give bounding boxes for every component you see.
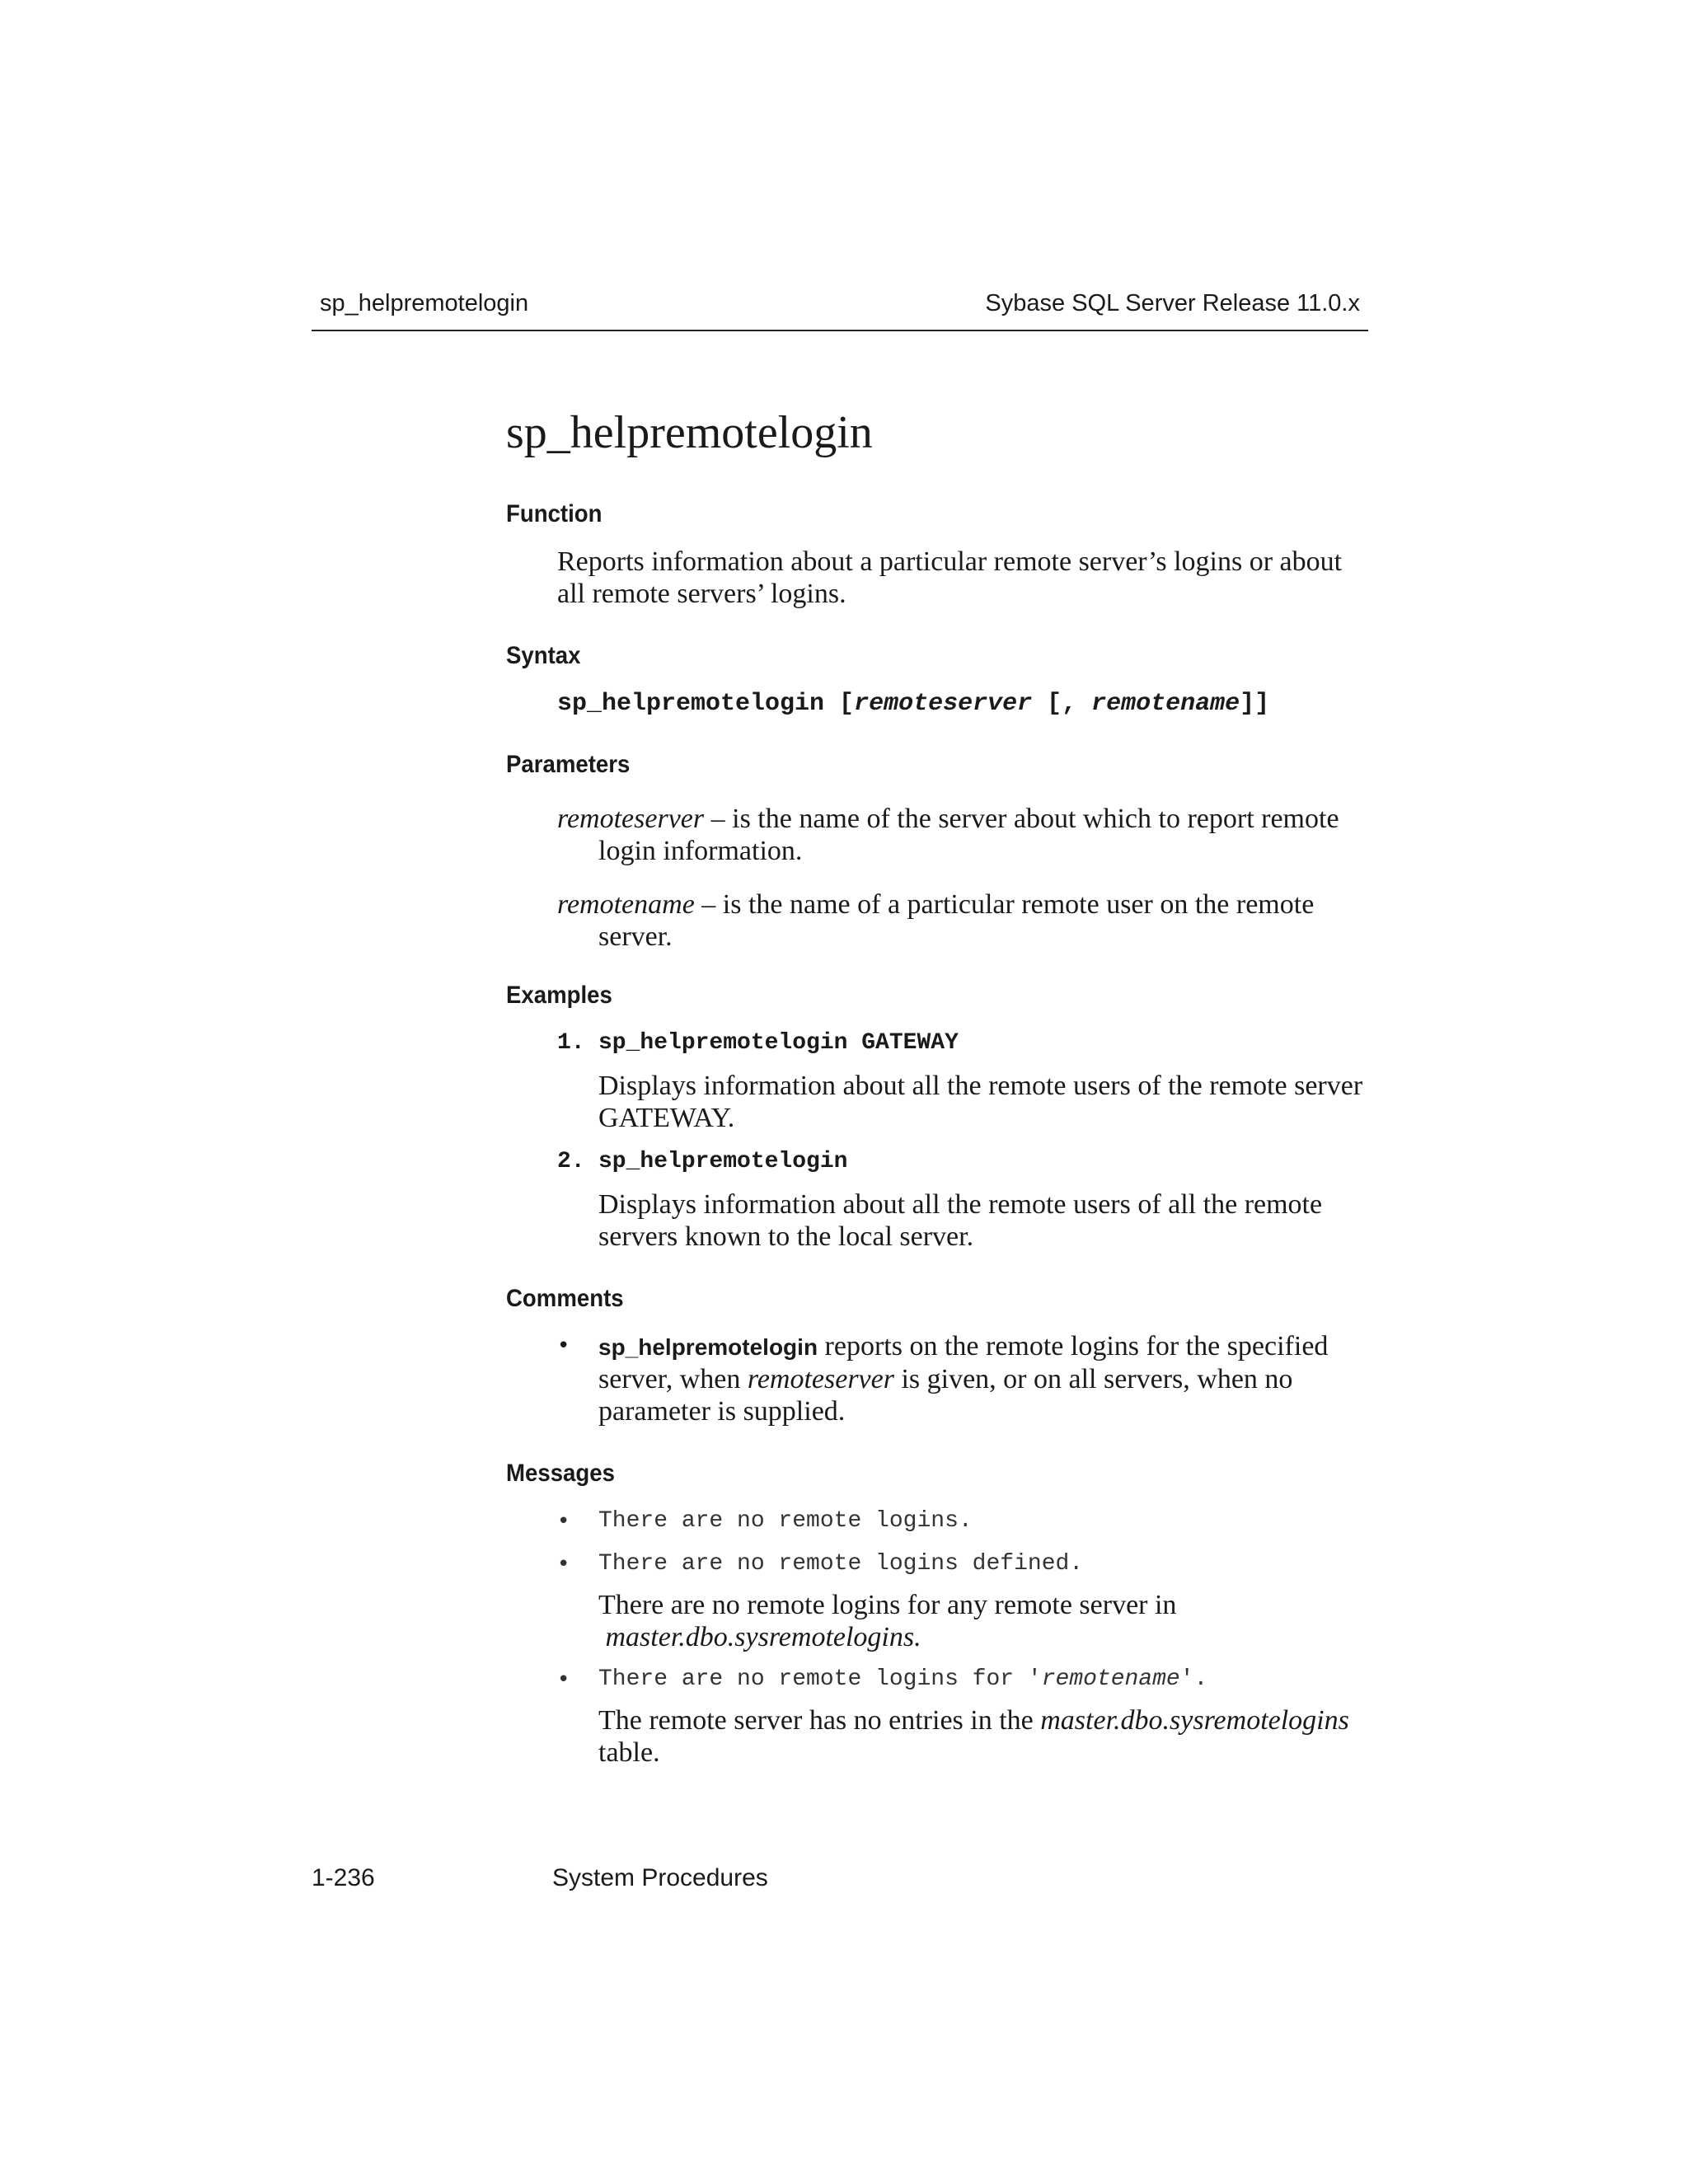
syntax-arg-remoteserver: remoteserver bbox=[854, 690, 1033, 718]
bullet-icon: • bbox=[557, 1552, 570, 1577]
header-procedure-name: sp_helpremotelogin bbox=[320, 290, 529, 316]
parameter-desc: – is the name of the server about which to report remote login information. bbox=[598, 804, 1339, 866]
syntax-line bbox=[557, 687, 1372, 720]
comment-arg: remoteserver bbox=[747, 1364, 894, 1394]
bullet-icon: • bbox=[557, 1509, 570, 1534]
comment-procedure: sp_helpremotelogin bbox=[598, 1334, 818, 1360]
example-item bbox=[557, 1027, 1372, 1134]
examples-heading: Examples bbox=[506, 982, 612, 1009]
message-text: There are no remote logins for ' bbox=[598, 1666, 1042, 1692]
example-code: sp_helpremotelogin bbox=[598, 1149, 848, 1174]
example-desc: Displays information about all the remote users of all the remote servers known to the local server. bbox=[598, 1189, 1323, 1252]
syntax-arg-remotename: remotename bbox=[1091, 690, 1240, 718]
message-table: master.dbo.sysremotelogins bbox=[1040, 1705, 1349, 1736]
message-desc-text: There are no remote logins for any remote server in bbox=[598, 1590, 1177, 1620]
example-item bbox=[557, 1146, 1372, 1253]
parameter-item bbox=[557, 888, 1372, 953]
message-arg: remotename bbox=[1041, 1666, 1180, 1692]
messages-heading: Messages bbox=[506, 1460, 615, 1487]
example-number: 1. bbox=[557, 1030, 585, 1056]
example-number: 2. bbox=[557, 1149, 585, 1174]
bullet-icon: • bbox=[557, 1667, 570, 1692]
parameter-name: remoteserver bbox=[557, 804, 705, 834]
syntax-heading: Syntax bbox=[506, 642, 581, 669]
page-content bbox=[506, 404, 1372, 1779]
message-desc-end: table. bbox=[598, 1737, 660, 1768]
page-title: sp_helpremotelogin bbox=[506, 407, 873, 458]
message-desc bbox=[598, 1589, 1372, 1653]
message-desc-end: . bbox=[914, 1622, 921, 1652]
syntax-end: ]] bbox=[1240, 690, 1270, 718]
message-desc-text: The remote server has no entries in the bbox=[598, 1705, 1041, 1736]
running-header bbox=[312, 290, 1368, 331]
parameter-name: remotename bbox=[557, 889, 695, 920]
example-desc: Displays information about all the remote users of the remote server GATEWAY. bbox=[598, 1071, 1363, 1133]
parameters-list bbox=[506, 803, 1372, 953]
page-number: 1-236 bbox=[312, 1864, 375, 1891]
message-text: There are no remote logins defined. bbox=[598, 1551, 1084, 1577]
message-text-end: '. bbox=[1179, 1666, 1208, 1692]
message-table: master.dbo.sysremotelogins bbox=[605, 1622, 915, 1652]
function-heading: Function bbox=[506, 500, 603, 527]
function-text: Reports information about a particular remote server’s logins or about all remote servers’ logins. bbox=[557, 546, 1343, 609]
parameter-item bbox=[557, 803, 1372, 867]
parameters-heading: Parameters bbox=[506, 751, 631, 778]
comment-text: reports on the remote logins for the specified server, when bbox=[598, 1331, 1329, 1394]
syntax-command: sp_helpremotelogin [ bbox=[557, 690, 855, 718]
comment-text-end: is given, or on all servers, when no parameter is supplied. bbox=[598, 1364, 1293, 1427]
message-item bbox=[557, 1505, 1372, 1538]
message-item bbox=[557, 1548, 1372, 1581]
message-desc bbox=[598, 1704, 1372, 1769]
comment-item bbox=[557, 1330, 1372, 1427]
parameter-desc: – is the name of a particular remote user on the remote server. bbox=[598, 889, 1315, 952]
header-release: Sybase SQL Server Release 11.0.x bbox=[985, 290, 1360, 316]
example-code: sp_helpremotelogin GATEWAY bbox=[598, 1030, 959, 1056]
message-item bbox=[557, 1663, 1372, 1696]
bullet-icon: • bbox=[557, 1333, 570, 1358]
message-text: There are no remote logins. bbox=[598, 1508, 973, 1534]
book-title: System Procedures bbox=[552, 1864, 768, 1891]
comments-heading: Comments bbox=[506, 1285, 624, 1312]
syntax-separator: [, bbox=[1032, 690, 1092, 718]
